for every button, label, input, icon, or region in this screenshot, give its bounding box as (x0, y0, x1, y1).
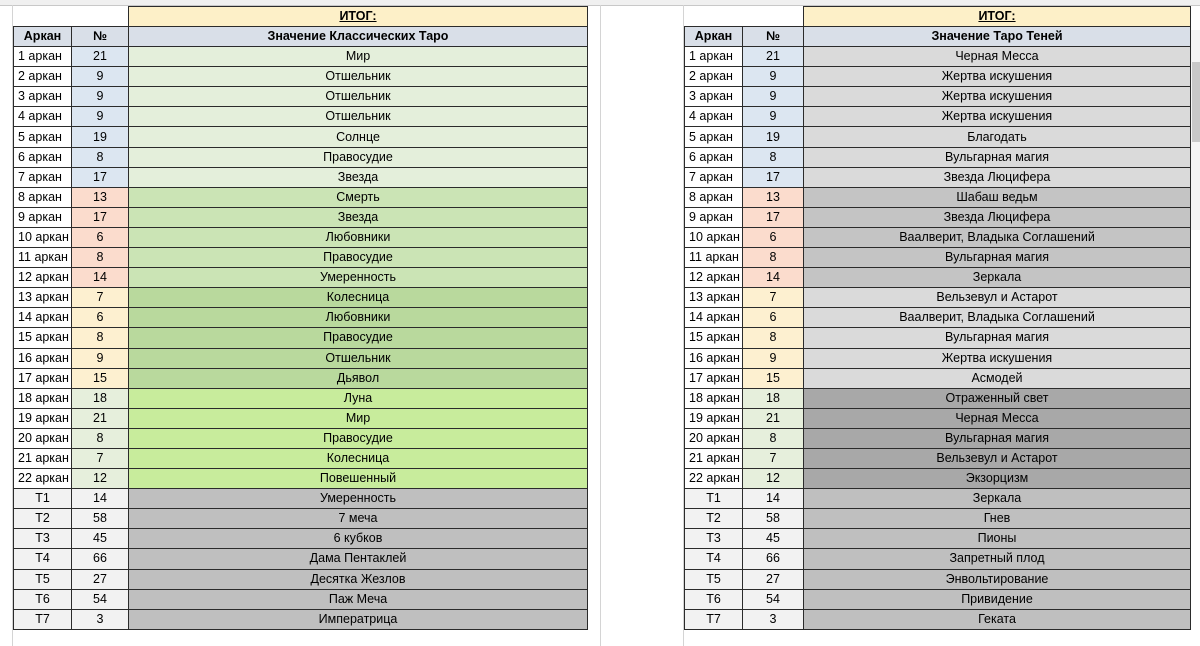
meaning-cell[interactable]: Благодать (804, 127, 1191, 147)
arcan-cell[interactable]: 2 аркан (685, 67, 743, 87)
table-title[interactable]: ИТОГ: (129, 7, 588, 27)
table-row (14, 268, 588, 288)
meaning-cell[interactable]: Любовники (129, 227, 588, 247)
number-cell[interactable]: 45 (743, 529, 804, 549)
arcan-cell[interactable]: 19 аркан (685, 408, 743, 428)
title-row (14, 7, 588, 27)
arcan-cell[interactable]: 10 аркан (14, 227, 72, 247)
meaning-cell[interactable]: Шабаш ведьм (804, 187, 1191, 207)
table-row (685, 529, 1191, 549)
shadow-tarot-table (684, 6, 1191, 630)
table-row (685, 569, 1191, 589)
table-row (14, 448, 588, 468)
classic-tarot-table (13, 6, 588, 630)
meaning-cell[interactable]: Ваалверит, Владыка Соглашений (804, 308, 1191, 328)
meaning-cell[interactable]: Любовники (129, 308, 588, 328)
table-row (14, 227, 588, 247)
table-row (685, 348, 1191, 368)
table-row (14, 469, 588, 489)
table-row (685, 609, 1191, 629)
number-cell[interactable]: 21 (743, 408, 804, 428)
table-row (685, 288, 1191, 308)
meaning-cell[interactable]: Жертва искушения (804, 107, 1191, 127)
table-row (685, 328, 1191, 348)
arcan-cell[interactable]: 6 аркан (685, 147, 743, 167)
arcan-cell[interactable]: 6 аркан (14, 147, 72, 167)
arcan-cell[interactable]: 11 аркан (14, 248, 72, 268)
meaning-cell[interactable]: Привидение (804, 589, 1191, 609)
table-row (685, 549, 1191, 569)
meaning-cell[interactable]: Умеренность (129, 489, 588, 509)
meaning-cell[interactable]: Отраженный свет (804, 388, 1191, 408)
meaning-cell[interactable]: Запретный плод (804, 549, 1191, 569)
arcan-cell[interactable]: 16 аркан (14, 348, 72, 368)
table-row (14, 428, 588, 448)
number-cell[interactable]: 6 (743, 308, 804, 328)
number-cell[interactable]: 17 (72, 207, 129, 227)
table-title[interactable]: ИТОГ: (804, 7, 1191, 27)
number-cell[interactable]: 17 (743, 167, 804, 187)
number-cell[interactable]: 7 (72, 288, 129, 308)
arcan-cell[interactable]: 18 аркан (685, 388, 743, 408)
table-row (14, 509, 588, 529)
number-cell[interactable]: 8 (743, 147, 804, 167)
number-cell[interactable]: 9 (743, 67, 804, 87)
arcan-cell[interactable]: 5 аркан (685, 127, 743, 147)
number-cell[interactable]: 12 (72, 469, 129, 489)
table-row (685, 509, 1191, 529)
number-cell[interactable]: 54 (743, 589, 804, 609)
blank-cell (14, 7, 72, 27)
arcan-cell[interactable]: 1 аркан (14, 47, 72, 67)
arcan-cell[interactable]: 14 аркан (14, 308, 72, 328)
meaning-cell[interactable]: 6 кубков (129, 529, 588, 549)
meaning-cell[interactable]: Правосудие (129, 428, 588, 448)
table-row (14, 167, 588, 187)
arcan-cell[interactable]: 16 аркан (685, 348, 743, 368)
table-row (14, 127, 588, 147)
meaning-cell[interactable]: Отшельник (129, 107, 588, 127)
number-cell[interactable]: 18 (743, 388, 804, 408)
meaning-cell[interactable]: 7 меча (129, 509, 588, 529)
number-cell[interactable]: 66 (743, 549, 804, 569)
table-row (685, 368, 1191, 388)
number-cell[interactable]: 7 (743, 448, 804, 468)
meaning-cell[interactable]: Звезда (129, 167, 588, 187)
table-row (14, 589, 588, 609)
table-row (685, 428, 1191, 448)
arcan-cell[interactable]: 1 аркан (685, 47, 743, 67)
meaning-cell[interactable]: Жертва искушения (804, 348, 1191, 368)
table-row (14, 288, 588, 308)
number-cell[interactable]: 54 (72, 589, 129, 609)
table-row (685, 589, 1191, 609)
number-cell[interactable]: 9 (72, 67, 129, 87)
arcan-cell[interactable]: 7 аркан (14, 167, 72, 187)
table-row (14, 47, 588, 67)
table-row (14, 147, 588, 167)
meaning-cell[interactable]: Правосудие (129, 328, 588, 348)
arcan-cell[interactable]: 9 аркан (685, 207, 743, 227)
arcan-cell[interactable]: 12 аркан (685, 268, 743, 288)
arcan-cell[interactable]: 15 аркан (14, 328, 72, 348)
number-cell[interactable]: 15 (743, 368, 804, 388)
arcan-cell[interactable]: 17 аркан (685, 368, 743, 388)
number-cell[interactable]: 9 (743, 348, 804, 368)
number-cell[interactable]: 13 (72, 187, 129, 207)
table-row (14, 308, 588, 328)
meaning-cell[interactable]: Вульгарная магия (804, 248, 1191, 268)
table-row (685, 167, 1191, 187)
arcan-cell[interactable]: 21 аркан (685, 448, 743, 468)
meaning-cell[interactable]: Экзорцизм (804, 469, 1191, 489)
meaning-cell[interactable]: Правосудие (129, 147, 588, 167)
number-cell[interactable]: 7 (72, 448, 129, 468)
arcan-cell[interactable]: Т4 (14, 549, 72, 569)
number-cell[interactable]: 6 (743, 227, 804, 247)
number-cell[interactable]: 21 (72, 408, 129, 428)
number-cell[interactable]: 66 (72, 549, 129, 569)
meaning-cell[interactable]: Звезда (129, 207, 588, 227)
meaning-cell[interactable]: Отшельник (129, 67, 588, 87)
number-cell[interactable]: 19 (72, 127, 129, 147)
number-cell[interactable]: 8 (72, 428, 129, 448)
arcan-cell[interactable]: 13 аркан (685, 288, 743, 308)
table-row (14, 529, 588, 549)
arcan-cell[interactable]: 11 аркан (685, 248, 743, 268)
meaning-cell[interactable]: Энвольтирование (804, 569, 1191, 589)
table-row (685, 308, 1191, 328)
arcan-cell[interactable]: Т3 (14, 529, 72, 549)
meaning-cell[interactable]: Вульгарная магия (804, 328, 1191, 348)
meaning-cell[interactable]: Вульгарная магия (804, 147, 1191, 167)
meaning-cell[interactable]: Вельзевул и Астарот (804, 448, 1191, 468)
meaning-cell[interactable]: Гнев (804, 509, 1191, 529)
arcan-cell[interactable]: 8 аркан (14, 187, 72, 207)
arcan-cell[interactable]: Т7 (14, 609, 72, 629)
meaning-cell[interactable]: Зеркала (804, 268, 1191, 288)
meaning-cell[interactable]: Правосудие (129, 248, 588, 268)
sheet-gridline (600, 5, 601, 646)
arcan-cell[interactable]: Т6 (14, 589, 72, 609)
arcan-cell[interactable]: 13 аркан (14, 288, 72, 308)
meaning-cell[interactable]: Луна (129, 388, 588, 408)
arcan-cell[interactable]: 4 аркан (685, 107, 743, 127)
meaning-cell[interactable]: Звезда Люцифера (804, 167, 1191, 187)
number-cell[interactable]: 8 (72, 248, 129, 268)
table-row (685, 469, 1191, 489)
meaning-cell[interactable]: Вельзевул и Астарот (804, 288, 1191, 308)
arcan-cell[interactable]: 22 аркан (14, 469, 72, 489)
number-cell[interactable]: 8 (72, 328, 129, 348)
table-row (14, 348, 588, 368)
meaning-cell[interactable]: Звезда Люцифера (804, 207, 1191, 227)
number-cell[interactable]: 17 (72, 167, 129, 187)
number-cell[interactable]: 3 (743, 609, 804, 629)
meaning-cell[interactable]: Мир (129, 47, 588, 67)
table-row (14, 207, 588, 227)
meaning-cell[interactable]: Вульгарная магия (804, 428, 1191, 448)
meaning-cell[interactable]: Зеркала (804, 489, 1191, 509)
header-number[interactable]: № (72, 27, 129, 47)
number-cell[interactable]: 21 (743, 47, 804, 67)
arcan-cell[interactable]: 22 аркан (685, 469, 743, 489)
arcan-cell[interactable]: Т3 (685, 529, 743, 549)
number-cell[interactable]: 14 (743, 268, 804, 288)
meaning-cell[interactable]: Отшельник (129, 348, 588, 368)
number-cell[interactable]: 3 (72, 609, 129, 629)
table-row (685, 227, 1191, 247)
table-row (14, 388, 588, 408)
number-cell[interactable]: 9 (72, 87, 129, 107)
number-cell[interactable]: 17 (743, 207, 804, 227)
number-cell[interactable]: 18 (72, 388, 129, 408)
arcan-cell[interactable]: Т2 (14, 509, 72, 529)
meaning-cell[interactable]: Десятка Жезлов (129, 569, 588, 589)
header-number[interactable]: № (743, 27, 804, 47)
table-row (14, 328, 588, 348)
arcan-cell[interactable]: 8 аркан (685, 187, 743, 207)
meaning-cell[interactable]: Геката (804, 609, 1191, 629)
arcan-cell[interactable]: 21 аркан (14, 448, 72, 468)
number-cell[interactable]: 14 (743, 489, 804, 509)
number-cell[interactable]: 8 (743, 248, 804, 268)
table-row (14, 368, 588, 388)
arcan-cell[interactable]: 20 аркан (14, 428, 72, 448)
number-cell[interactable]: 27 (72, 569, 129, 589)
header-row (14, 27, 588, 47)
number-cell[interactable]: 27 (743, 569, 804, 589)
meaning-cell[interactable]: Императрица (129, 609, 588, 629)
table-row (14, 408, 588, 428)
table-row (14, 248, 588, 268)
table-row (14, 87, 588, 107)
meaning-cell[interactable]: Умеренность (129, 268, 588, 288)
arcan-cell[interactable]: 14 аркан (685, 308, 743, 328)
meaning-cell[interactable]: Асмодей (804, 368, 1191, 388)
meaning-cell[interactable]: Колесница (129, 288, 588, 308)
header-meaning[interactable]: Значение Классических Таро (129, 27, 588, 47)
arcan-cell[interactable]: 7 аркан (685, 167, 743, 187)
meaning-cell[interactable]: Черная Месса (804, 408, 1191, 428)
table-row (685, 47, 1191, 67)
meaning-cell[interactable]: Черная Месса (804, 47, 1191, 67)
blank-cell (743, 7, 804, 27)
arcan-cell[interactable]: 17 аркан (14, 368, 72, 388)
table-row (685, 147, 1191, 167)
scrollbar-thumb[interactable] (1192, 62, 1200, 142)
number-cell[interactable]: 8 (743, 428, 804, 448)
table-row (14, 549, 588, 569)
number-cell[interactable]: 58 (72, 509, 129, 529)
table-row (685, 187, 1191, 207)
number-cell[interactable]: 13 (743, 187, 804, 207)
header-arcan[interactable]: Аркан (14, 27, 72, 47)
number-cell[interactable]: 9 (743, 107, 804, 127)
arcan-cell[interactable]: Т4 (685, 549, 743, 569)
number-cell[interactable]: 14 (72, 489, 129, 509)
number-cell[interactable]: 14 (72, 268, 129, 288)
meaning-cell[interactable]: Пионы (804, 529, 1191, 549)
meaning-cell[interactable]: Дама Пентаклей (129, 549, 588, 569)
meaning-cell[interactable]: Паж Меча (129, 589, 588, 609)
meaning-cell[interactable]: Отшельник (129, 87, 588, 107)
meaning-cell[interactable]: Повешенный (129, 469, 588, 489)
table-row (685, 127, 1191, 147)
meaning-cell[interactable]: Смерть (129, 187, 588, 207)
number-cell[interactable]: 9 (743, 87, 804, 107)
table-row (685, 388, 1191, 408)
number-cell[interactable]: 6 (72, 308, 129, 328)
table-row (685, 408, 1191, 428)
number-cell[interactable]: 58 (743, 509, 804, 529)
number-cell[interactable]: 15 (72, 368, 129, 388)
title-row (685, 7, 1191, 27)
arcan-cell[interactable]: Т1 (685, 489, 743, 509)
meaning-cell[interactable]: Дьявол (129, 368, 588, 388)
table-row (685, 268, 1191, 288)
meaning-cell[interactable]: Солнце (129, 127, 588, 147)
table-row (685, 489, 1191, 509)
arcan-cell[interactable]: 2 аркан (14, 67, 72, 87)
arcan-cell[interactable]: 10 аркан (685, 227, 743, 247)
table-row (14, 489, 588, 509)
number-cell[interactable]: 21 (72, 47, 129, 67)
table-row (14, 569, 588, 589)
meaning-cell[interactable]: Мир (129, 408, 588, 428)
number-cell[interactable]: 19 (743, 127, 804, 147)
number-cell[interactable]: 7 (743, 288, 804, 308)
arcan-cell[interactable]: 5 аркан (14, 127, 72, 147)
table-row (14, 67, 588, 87)
number-cell[interactable]: 6 (72, 227, 129, 247)
table-row (14, 187, 588, 207)
arcan-cell[interactable]: 15 аркан (685, 328, 743, 348)
number-cell[interactable]: 45 (72, 529, 129, 549)
arcan-cell[interactable]: 3 аркан (14, 87, 72, 107)
arcan-cell[interactable]: 9 аркан (14, 207, 72, 227)
meaning-cell[interactable]: Жертва искушения (804, 87, 1191, 107)
number-cell[interactable]: 8 (72, 147, 129, 167)
header-arcan[interactable]: Аркан (685, 27, 743, 47)
arcan-cell[interactable]: Т6 (685, 589, 743, 609)
arcan-cell[interactable]: Т5 (685, 569, 743, 589)
arcan-cell[interactable]: 12 аркан (14, 268, 72, 288)
table-row (685, 248, 1191, 268)
arcan-cell[interactable]: 19 аркан (14, 408, 72, 428)
table-row (14, 107, 588, 127)
blank-cell (72, 7, 129, 27)
blank-cell (685, 7, 743, 27)
arcan-cell[interactable]: Т5 (14, 569, 72, 589)
meaning-cell[interactable]: Колесница (129, 448, 588, 468)
arcan-cell[interactable]: 20 аркан (685, 428, 743, 448)
table-row (685, 207, 1191, 227)
table-row (685, 107, 1191, 127)
table-row (685, 67, 1191, 87)
number-cell[interactable]: 9 (72, 107, 129, 127)
table-row (685, 448, 1191, 468)
header-meaning[interactable]: Значение Таро Теней (804, 27, 1191, 47)
table-row (685, 87, 1191, 107)
number-cell[interactable]: 12 (743, 469, 804, 489)
arcan-cell[interactable]: 3 аркан (685, 87, 743, 107)
vertical-scrollbar[interactable] (1190, 30, 1200, 230)
table-row (14, 609, 588, 629)
arcan-cell[interactable]: Т1 (14, 489, 72, 509)
number-cell[interactable]: 9 (72, 348, 129, 368)
arcan-cell[interactable]: 4 аркан (14, 107, 72, 127)
arcan-cell[interactable]: Т2 (685, 509, 743, 529)
meaning-cell[interactable]: Жертва искушения (804, 67, 1191, 87)
meaning-cell[interactable]: Ваалверит, Владыка Соглашений (804, 227, 1191, 247)
number-cell[interactable]: 8 (743, 328, 804, 348)
header-row (685, 27, 1191, 47)
arcan-cell[interactable]: Т7 (685, 609, 743, 629)
arcan-cell[interactable]: 18 аркан (14, 388, 72, 408)
